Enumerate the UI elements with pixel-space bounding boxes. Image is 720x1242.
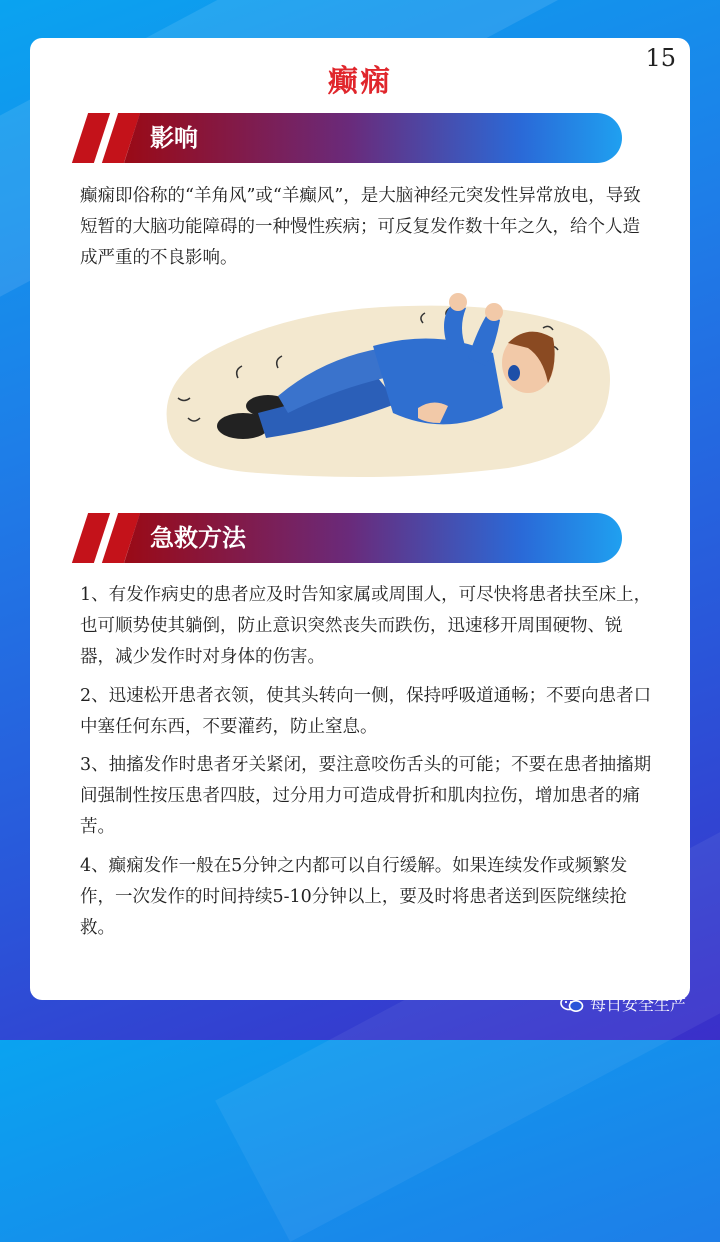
wechat-icon [560, 995, 584, 1013]
banner-bar [124, 113, 622, 163]
person-seizure-illustration [148, 288, 628, 483]
page-title: 癫痫 [328, 64, 392, 99]
impact-paragraph: 癫痫即俗称的“羊角风”或“羊癫风”，是大脑神经元突发性异常放电，导致短暂的大脑功能障碍的一种慢性疾病；可反复发作数十年之久，给个人造成严重的不良影响。 [80, 186, 641, 268]
section-banner-impact [72, 113, 622, 163]
first-aid-step-2: 2、迅速松开患者衣领，使其头转向一侧，保持呼吸道通畅；不要向患者口中塞任何东西，不要灌药，防止窒息。 [80, 686, 652, 737]
content-card [30, 38, 690, 1000]
section-heading: 影响 [150, 124, 198, 152]
section-heading: 急救方法 [150, 524, 246, 552]
watermark-text: 每日安全生产 [590, 995, 687, 1014]
first-aid-step-1: 1、有发作病史的患者应及时告知家属或周围人，可尽快将患者扶至床上，也可顺势使其躺倒，防止意识突然丧失而跌伤，迅速移开周围硬物、锐器，减少发作时对身体的伤害。 [80, 585, 652, 667]
first-aid-step-4: 4、癫痫发作一般在5分钟之内都可以自行缓解。如果连续发作或频繁发作，一次发作的时间持续5-10分钟以上，要及时将患者送到医院继续抢救。 [80, 856, 628, 938]
watermark [560, 992, 686, 1015]
first-aid-step-3: 3、抽搐发作时患者牙关紧闭，要注意咬伤舌头的可能；不要在患者抽搐期间强制性按压患者四肢，过分用力可造成骨折和肌肉拉伤，增加患者的痛苦。 [80, 755, 652, 837]
page-number: 15 [645, 44, 676, 72]
section-banner-first-aid [72, 513, 622, 563]
